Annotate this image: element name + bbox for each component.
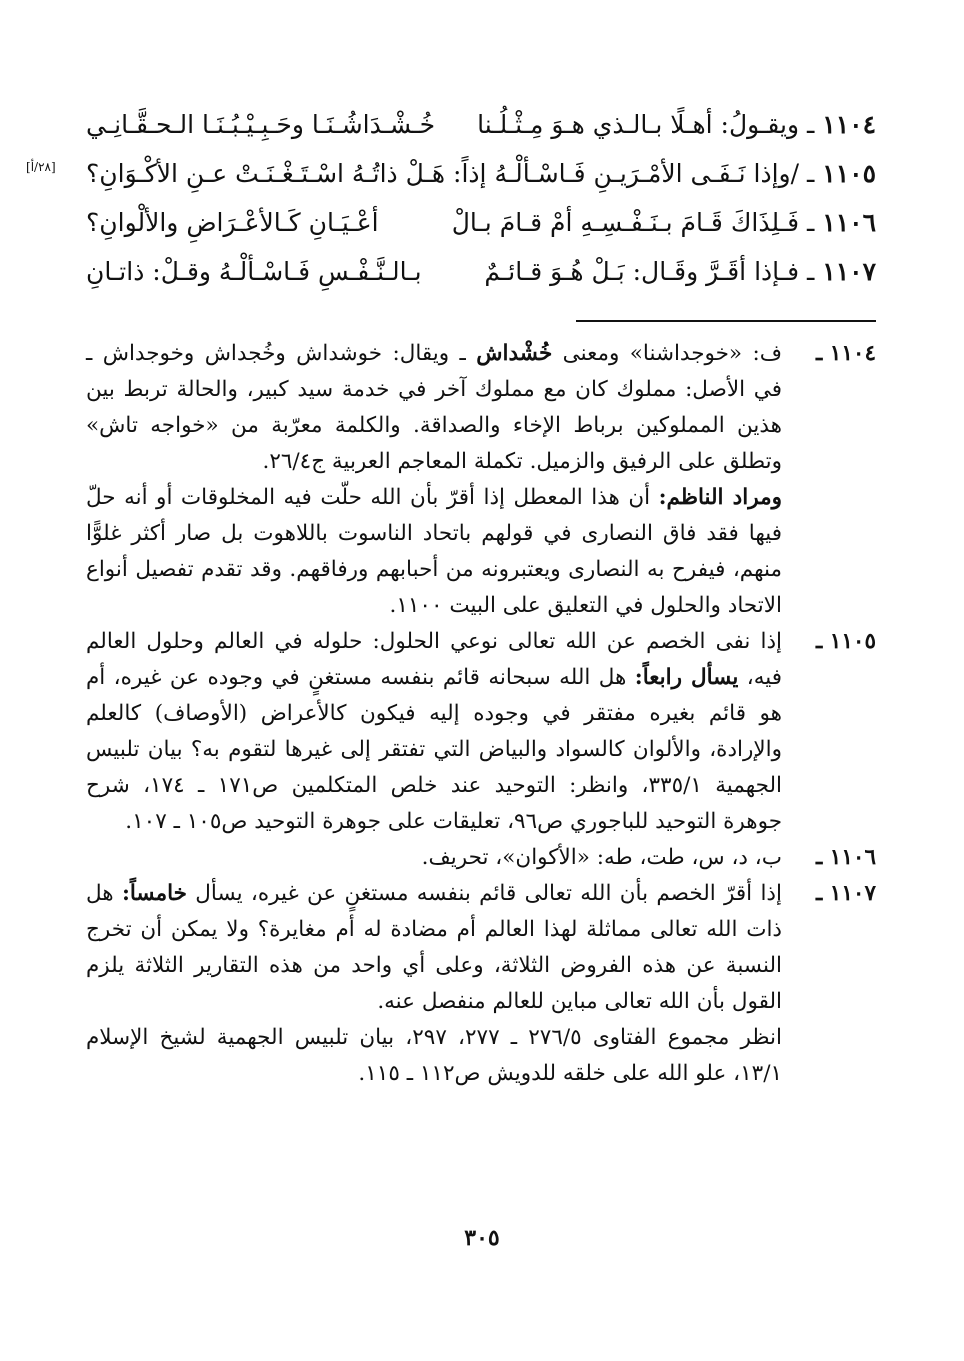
- verse-first-text: ـ فَـلِذَاكَ قَـامَ بـنَـفْـسِـهِ أمْ قـامَ بـالْ: [451, 208, 815, 237]
- footnote: [86, 840, 876, 876]
- page-number: ٣٠٥: [464, 1225, 500, 1251]
- bold-term: ومراد الناظم:: [658, 485, 782, 510]
- verse-first-hemistich: [477, 100, 876, 149]
- verse-first-hemistich: [452, 198, 876, 247]
- footnote-number: ١١٠٥ ـ: [816, 629, 876, 654]
- text-run: ب، د، س، طت، طه: «الأكوان»، تحريف.: [421, 845, 782, 870]
- verse-row: [86, 100, 876, 149]
- text-run: هل الله سبحانه قائم بنفسه مستغنٍ في وجوده عن غيره، أم هو قائم بغيره مفتقر في وجوده إليه فيكون كالأعراض (الأوصاف) كالعلم والإرادة، والألوان كالسواد والبياض التي تفتقر إلى غيرها لتقوم به؟ بيان تلبيس الجهمية ٣٣٥/١، وانظر: التوحيد عند خلص المتكلمين ص١٧١ ـ ١٧٤، شرح جوهرة التوحيد للباجوري ص٩٦، تعليقات على جوهرة التوحيد ص١٠٥ ـ ١٠٧.: [86, 665, 783, 834]
- text-run: ف: «خوجداشنا» ومعنى: [552, 341, 782, 366]
- verse-first-text: ـ فـإذا أقَـرَّ وقَـال: بَـلْ هُـوَ قـائـمٌ: [484, 257, 815, 286]
- verse-first-text: ـ /وإذا نَـفَـى الأمْـرَيـنِ فَـاسْـألْـهُ إذاً:: [453, 159, 815, 188]
- verse-row: [26, 149, 876, 198]
- verse-block: [26, 100, 876, 296]
- verse-second-hemistich: أعْـيَـانِ كَـالأعْـرَاضِ والألْوانِ؟: [86, 208, 379, 237]
- text-run: إذا نفى الخصم عن الله تعالى نوعي الحلول: حلوله في العالم وحلول العالم فيه،: [86, 629, 782, 690]
- footnotes: [86, 336, 876, 1092]
- footnote: [86, 624, 876, 840]
- footnote: [86, 876, 876, 1092]
- footnote-number: ١١٠٧ ـ: [816, 881, 876, 906]
- text-run: إذا أقرّ الخصم بأن الله تعالى قائم بنفسه مستغنٍ عن غيره، يسأل: [186, 881, 782, 906]
- footnote: [86, 336, 876, 624]
- verse-second-hemistich: هَـلْ ذاتُـهُ اسْـتَـغْـنَـتْ عـنِ الأكْـوَانِ؟: [86, 159, 446, 188]
- text-run: هل ذات الله تعالى مماثلة لهذا العالم أم مضادة له أم مغايرة؟ ولا يمكن أن تخرج النسبة عن هذه الفروض الثلاثة، وعلى أي واحد من هذه التقارير الثلاثة يلزم القول بأن الله تعالى مباين للعالم منفصل عنه.: [86, 881, 782, 1014]
- text-run: انظر مجموع الفتاوى ٢٧٦/٥ ـ ٢٧٧، ٢٩٧، بيان تلبيس الجهمية لشيخ الإسلام ١٣/١، علو الله على خلقه للدويش ص١١٢ ـ ١١٥.: [86, 1025, 783, 1086]
- bold-term: خامساً:: [121, 881, 187, 906]
- verse-first-text: ـ ويقـولُ: أهـلًا بـالـذي هـوَ مِـثْـلُـنا: [477, 110, 815, 139]
- verse-row: [86, 198, 876, 247]
- verse-number: ١١٠٧: [822, 257, 876, 286]
- text-run: ـ ويقال: خوشداش وخُجداش وخوجداش ـ في الأصل: مملوك كان مع مملوك آخر في خدمة سيد كبير، والحالة تربط بين هذين المملوكين برباط الإخاء والصداقة. والكلمة معرّبة من «خواجه تاش» وتطلق على الرفيق والزميل. تكملة المعاجم العربية ج٢٦/٤.: [86, 341, 782, 474]
- verse-first-hemistich: [453, 149, 876, 198]
- footnote-paragraph: [86, 336, 782, 480]
- footnote-paragraph: [86, 876, 782, 1020]
- bold-term: يسأل رابعاً:: [634, 665, 739, 690]
- footnote-paragraph: [86, 1020, 782, 1092]
- verse-row: [86, 247, 876, 296]
- verse-second-hemistich: خُـشْـدَاشُـنَـا وحَـبِـيْـبُـنَـا الـحـقَّـانِـي: [86, 110, 436, 139]
- manuscript-page-ref: [٢٨/أ]: [26, 160, 56, 174]
- verse-number: ١١٠٤: [822, 110, 876, 139]
- footnote-paragraph: [86, 624, 782, 840]
- footnote-paragraph: [86, 840, 782, 876]
- footnote-paragraph: [86, 480, 782, 624]
- footnote-number: ١١٠٤ ـ: [816, 341, 876, 366]
- verse-first-hemistich: [484, 247, 876, 296]
- footnote-number: ١١٠٦ ـ: [816, 845, 876, 870]
- verse-number: ١١٠٥: [822, 159, 876, 188]
- verse-number: ١١٠٦: [822, 208, 876, 237]
- bold-term: خُشْداش: [476, 341, 553, 366]
- footnote-separator: [576, 320, 876, 322]
- text-run: أن هذا المعطل إذا أقرّ بأن الله حلّت فيه المخلوقات أو أنه حلّ فيها فقد فاق النصارى في قولهم باتحاد الناسوت باللاهوت بل صار أكثر غلوًّا منهم، فيفرح به النصارى ويعتبرونه من أحبابهم ورفاقهم. وقد تقدم تفصيل أنواع الاتحاد والحلول في التعليق على البيت ١١٠٠.: [86, 485, 782, 618]
- verse-second-hemistich: بـالـنَّـفْـسِ فَـاسْـألْـهُ وقـلْ: ذاتـانِ: [86, 257, 422, 286]
